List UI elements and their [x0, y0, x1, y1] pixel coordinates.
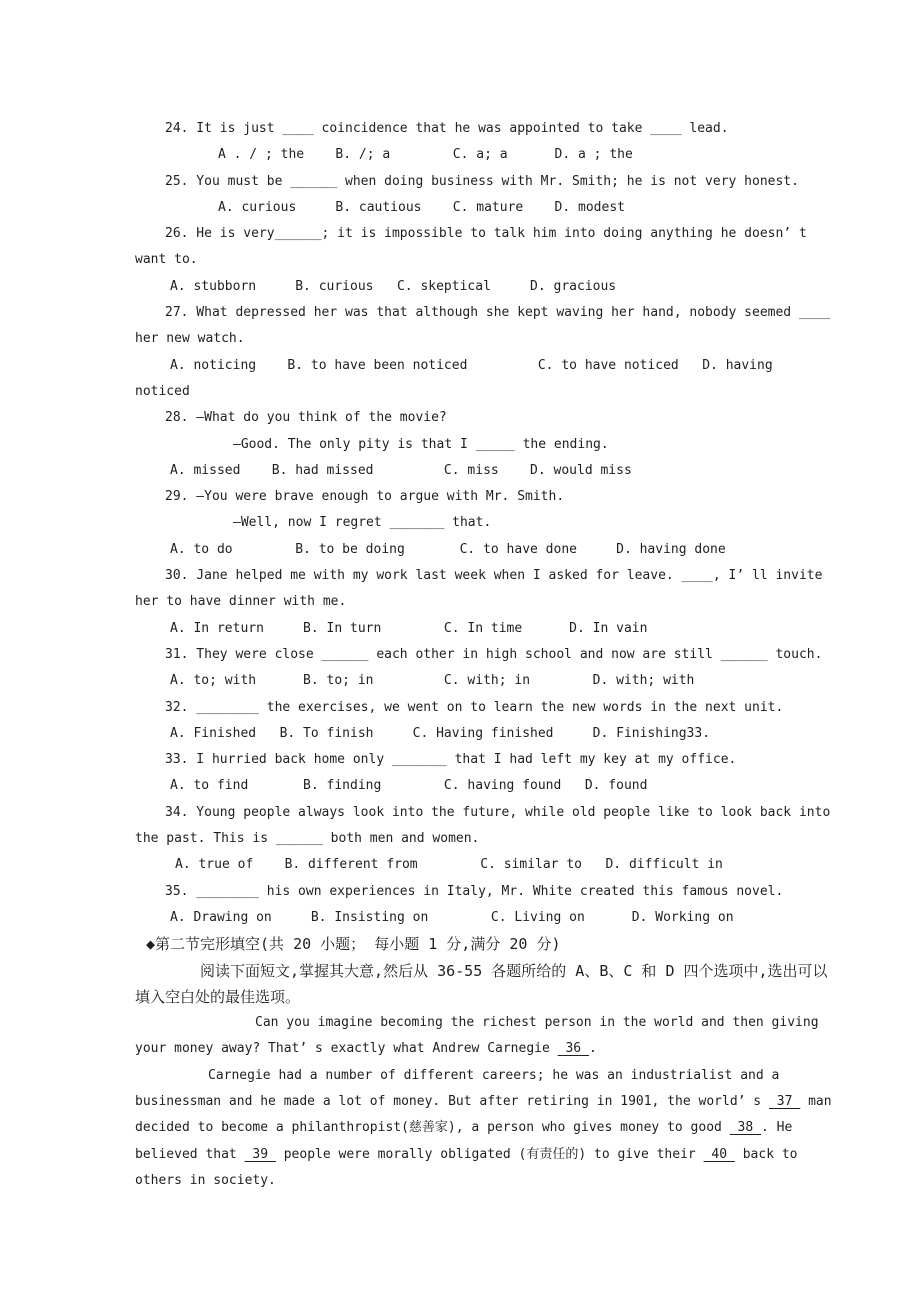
q28-options — [135, 458, 890, 484]
q28-stem-reply — [135, 432, 890, 458]
text-run: A. missed B. had missed C. miss D. would miss — [170, 462, 632, 478]
text-run: A. true of B. different from C. similar to D. difficult in — [175, 857, 723, 873]
q32-stem — [135, 695, 890, 721]
text-run: A. curious B. cautious C. mature D. modest — [218, 199, 625, 215]
q35-stem — [135, 879, 890, 905]
q29-stem-reply — [135, 510, 890, 536]
q33-stem — [135, 747, 890, 773]
text-run: Carnegie had a number of different careers; he was an industrialist and a — [208, 1067, 780, 1083]
q31-stem — [135, 642, 890, 668]
text-run: 31. They were close ______ each other in high school and now are still ______ touch. — [165, 646, 823, 662]
text-run: Can you imagine becoming the richest person in the world and then giving — [255, 1015, 819, 1031]
q34-stem — [135, 800, 890, 826]
text-run: —Well, now I regret _______ that. — [233, 515, 492, 531]
text-run: A. to; with B. to; in C. with; in D. with; with — [170, 673, 695, 689]
q26-options — [135, 274, 890, 300]
text-run: A. Finished B. To finish C. Having finished D. Finishing33. — [170, 725, 711, 741]
text-run: businessman and he made a lot of money. But after retiring in 1901, the world’ s — [135, 1093, 769, 1109]
text-run: 33. I hurried back home only _______ that I had left my key at my office. — [165, 752, 737, 768]
text-run: 阅读下面短文,掌握其大意,然后从 36-55 各题所给的 A、B、C 和 D 四个选项中,选出可以 — [200, 961, 828, 980]
text-run: her to have dinner with me. — [135, 594, 347, 610]
q27-stem — [135, 300, 890, 326]
passage-para2-line2 — [135, 1089, 890, 1115]
cloze-blank-40: 40 — [703, 1146, 735, 1162]
q27-options-cont — [135, 379, 890, 405]
section2-heading — [135, 931, 890, 957]
text-run: A . / ; the B. /; a C. a; a D. a ; the — [218, 147, 633, 163]
q28-stem — [135, 405, 890, 431]
passage-para2-line3 — [135, 1115, 890, 1141]
q31-options — [135, 668, 890, 694]
text-run: —Good. The only pity is that I _____ the ending. — [233, 436, 609, 452]
passage-para1-line2 — [135, 1036, 890, 1062]
text-run: want to. — [135, 252, 198, 268]
cloze-blank-38: 38 — [729, 1120, 762, 1136]
q29-options — [135, 537, 890, 563]
q30-options — [135, 616, 890, 642]
text-run: man — [800, 1093, 832, 1109]
text-run: 27. What depressed her was that although she kept waving her hand, nobody seemed ____ — [165, 305, 831, 321]
text-run: A. noticing B. to have been noticed C. to have noticed D. having — [170, 357, 773, 373]
q26-stem-cont — [135, 247, 890, 273]
text-run: 35. ________ his own experiences in Italy, Mr. White created this famous novel. — [165, 883, 784, 899]
passage-para2-line1 — [135, 1063, 890, 1089]
text-run: 24. It is just ____ coincidence that he was appointed to take ____ lead. — [165, 121, 729, 136]
text-run: 26. He is very______; it is impossible to talk him into doing anything he doesn’ t — [165, 226, 807, 242]
text-run: the past. This is ______ both men and women. — [135, 831, 480, 847]
text-run: people were morally obligated (有责任的) to give their — [275, 1146, 704, 1162]
text-run: 29. —You were brave enough to argue with Mr. Smith. — [165, 489, 565, 505]
text-run: A. Drawing on B. Insisting on C. Living on D. Working on — [170, 909, 734, 925]
passage-para2-line5 — [135, 1168, 890, 1194]
q24-options — [135, 142, 890, 168]
text-run: A. to do B. to be doing C. to have done D. having done — [170, 541, 726, 557]
text-run: 25. You must be ______ when doing business with Mr. Smith; he is not very honest. — [165, 173, 799, 189]
text-run: . He — [761, 1120, 793, 1136]
q35-options — [135, 905, 890, 931]
q27-stem-cont — [135, 326, 890, 352]
text-run: her new watch. — [135, 331, 245, 347]
q34-options — [135, 852, 890, 878]
q30-stem — [135, 563, 890, 589]
q30-stem-cont — [135, 589, 890, 615]
q34-stem-cont — [135, 826, 890, 852]
passage-para2-line4 — [135, 1142, 890, 1168]
text-run: ◆第二节完形填空(共 20 小题； 每小题 1 分,满分 20 分) — [146, 935, 561, 954]
q26-stem — [135, 221, 890, 247]
text-run: noticed — [135, 383, 190, 399]
text-run: . — [588, 1041, 597, 1057]
text-run: others in society. — [135, 1172, 276, 1188]
text-run: 34. Young people always look into the future, while old people like to look back into — [165, 804, 831, 820]
section2-instructions — [135, 958, 890, 984]
q29-stem — [135, 484, 890, 510]
q32-options — [135, 721, 890, 747]
text-run: back to — [734, 1146, 798, 1162]
text-run: 填入空白处的最佳选项。 — [135, 987, 301, 1006]
text-run: 32. ________ the exercises, we went on to learn the new words in the next unit. — [165, 699, 784, 715]
text-run: 28. —What do you think of the movie? — [165, 410, 447, 426]
q25-stem — [135, 169, 890, 195]
text-run: A. stubborn B. curious C. skeptical D. gracious — [170, 278, 617, 294]
q27-options — [135, 353, 890, 379]
q24-stem — [135, 116, 890, 142]
text-run: decided to become a philanthropist(慈善家), a person who gives money to good — [135, 1120, 730, 1136]
cloze-blank-36: 36 — [557, 1041, 589, 1057]
cloze-blank-39: 39 — [244, 1146, 276, 1162]
q25-options — [135, 195, 890, 221]
text-run: 30. Jane helped me with my work last week when I asked for leave. ____, I’ ll invite — [165, 568, 823, 584]
passage-para1-line1 — [135, 1010, 890, 1036]
text-run: your money away? That’ s exactly what Andrew Carnegie — [135, 1041, 558, 1057]
text-run: A. In return B. In turn C. In time D. In vain — [170, 620, 648, 636]
cloze-blank-37: 37 — [768, 1093, 801, 1109]
q33-options — [135, 773, 890, 799]
text-run: believed that — [135, 1146, 245, 1162]
section2-instructions-cont — [135, 984, 890, 1010]
text-run: A. to find B. finding C. having found D. found — [170, 778, 648, 794]
